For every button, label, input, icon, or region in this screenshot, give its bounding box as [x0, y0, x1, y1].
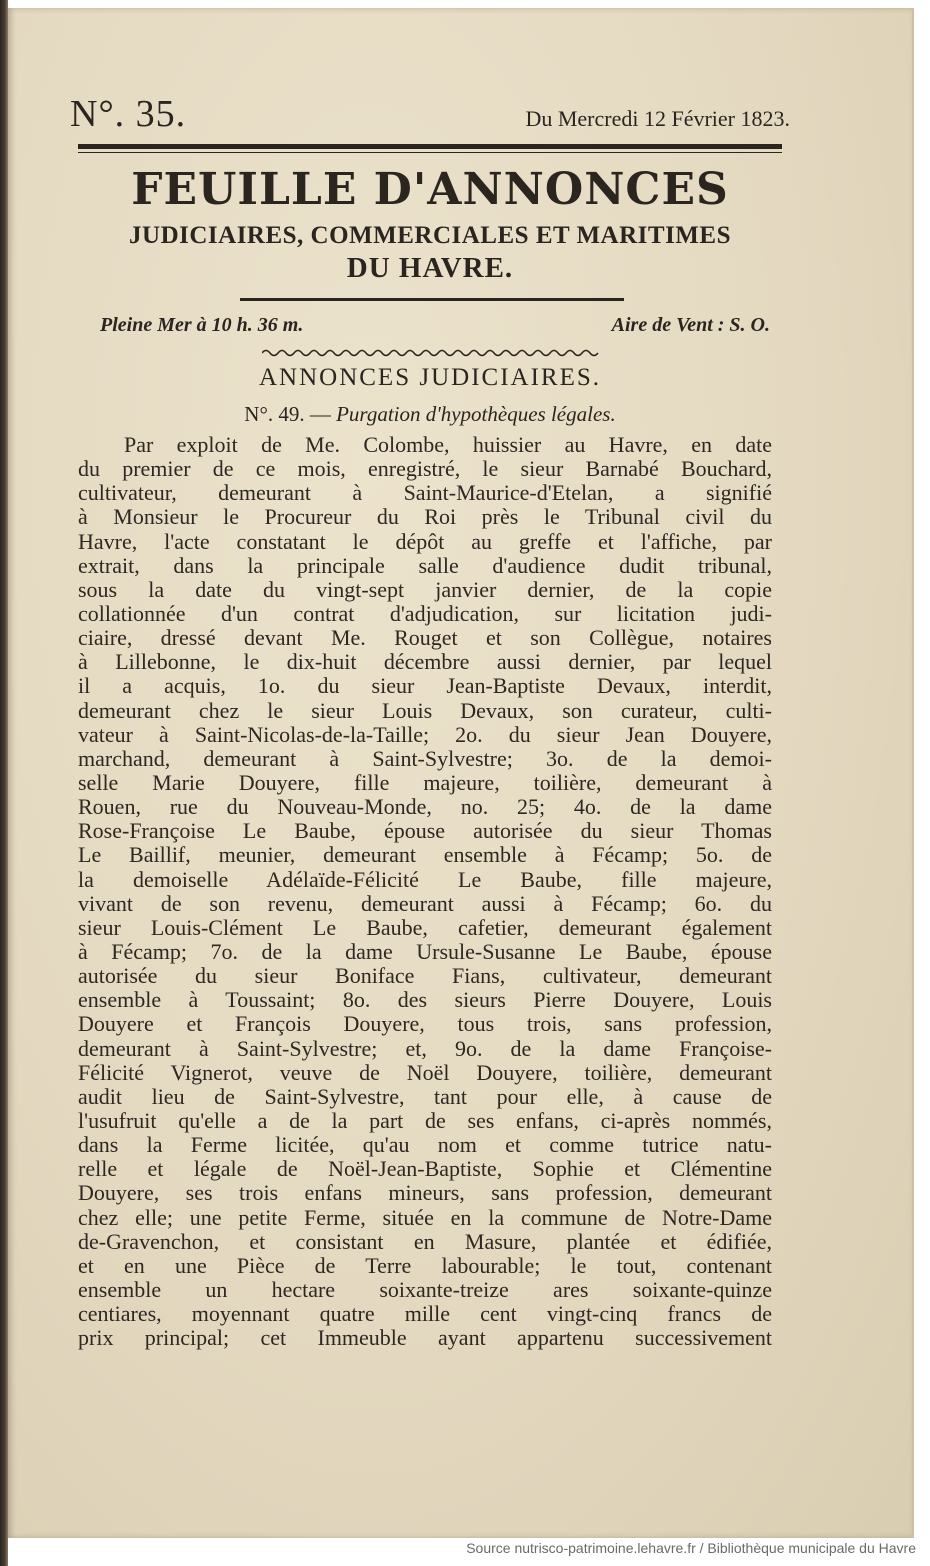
text-line: dans la Ferme licitée, qu'au nom et comme tutrice natu- [78, 1132, 772, 1158]
notice-heading [70, 402, 790, 427]
text-line: Douyere, ses trois enfans mineurs, sans profession, demeurant [78, 1180, 772, 1206]
text-line: demeurant à Saint-Sylvestre; et, 9o. de la dame Françoise- [78, 1035, 772, 1061]
text-line: Rose-Françoise Le Baube, épouse autorisée du sieur Thomas [78, 818, 772, 844]
issue-number: N°. 35. [70, 93, 187, 135]
text-line: à Monsieur le Procureur du Roi près le Tribunal civil du [78, 504, 772, 530]
newspaper-subtitle: JUDICIAIRES, COMMERCIALES ET MARITIMES [129, 222, 731, 249]
text-line: selle Marie Douyere, fille majeure, toilière, demeurant à [78, 769, 772, 795]
text-line: vivant de son revenu, demeurant aussi à Fécamp; 6o. du [78, 890, 772, 916]
tide-info [100, 314, 770, 337]
notice-subject: Purgation d'hypothèques légales. [336, 402, 616, 426]
text-line: prix principal; cet Immeuble ayant appartenu successivement [78, 1325, 772, 1351]
header-rule-thin [78, 152, 782, 153]
wavy-divider [262, 348, 602, 358]
text-line: ensemble un hectare soixante-treize ares soixante-quinze [78, 1276, 772, 1302]
newspaper-city: DU HAVRE. [346, 252, 514, 284]
text-line: Havre, l'acte constatant le dépôt au greffe et l'affiche, par [78, 528, 772, 554]
text-line: Rouen, rue du Nouveau-Monde, no. 25; 4o. de la dame [78, 794, 772, 820]
section-title: ANNONCES JUDICIAIRES. [258, 364, 601, 391]
text-line: Le Baillif, meunier, demeurant ensemble à Fécamp; 5o. de [78, 842, 772, 868]
text-line: Félicité Vignerot, veuve de Noël Douyere, toilière, demeurant [78, 1059, 772, 1085]
text-line: l'usufruit qu'elle a de la part de ses enfans, ci-après nommés, [78, 1107, 772, 1133]
notice-body [78, 433, 772, 1350]
high-tide: Pleine Mer à 10 h. 36 m. [100, 314, 304, 336]
text-line: Douyere et François Douyere, tous trois, sans profession, [78, 1011, 772, 1037]
masthead-header [70, 92, 790, 136]
text-line: Par exploit de Me. Colombe, huissier au Havre, en date [124, 432, 772, 457]
text-line: collationnée d'un contrat d'adjudication, sur licitation judi- [78, 600, 772, 626]
text-line: autorisée du sieur Boniface Fians, cultivateur, demeurant [78, 963, 772, 989]
text-line: cultivateur, demeurant à Saint-Maurice-d'Etelan, a signifié [78, 480, 772, 506]
text-line: extrait, dans la principale salle d'audience dudit tribunal, [78, 552, 772, 578]
text-line: à Fécamp; 7o. de la dame Ursule-Susanne Le Baube, épouse [78, 938, 772, 964]
text-line: vateur à Saint-Nicolas-de-la-Taille; 2o. du sieur Jean Douyere, [78, 721, 772, 747]
text-line: ciaire, dressé devant Me. Rouget et son Collègue, notaires [78, 625, 772, 651]
notice-number: N°. 49. — [244, 402, 331, 426]
text-line: relle et légale de Noël-Jean-Baptiste, Sophie et Clémentine [78, 1156, 772, 1182]
text-line: du premier de ce mois, enregistré, le sieur Barnabé Bouchard, [78, 456, 772, 482]
text-line: sous la date du vingt-sept janvier dernier, de la copie [78, 576, 772, 602]
issue-date: Du Mercredi 12 Février 1823. [525, 106, 790, 131]
text-line: il a acquis, 1o. du sieur Jean-Baptiste Devaux, interdit, [78, 673, 772, 699]
text-line: à Lillebonne, le dix-huit décembre aussi dernier, par lequel [78, 649, 772, 675]
text-line: sieur Louis-Clément Le Baube, cafetier, demeurant également [78, 914, 772, 940]
text-line: et en une Pièce de Terre labourable; le tout, contenant [78, 1252, 772, 1278]
header-rule-thick [78, 144, 782, 149]
text-line: la demoiselle Adélaïde-Félicité Le Baube, fille majeure, [78, 866, 772, 892]
wind-direction: Aire de Vent : S. O. [611, 314, 770, 336]
text-line: ensemble à Toussaint; 8o. des sieurs Pierre Douyere, Louis [78, 987, 772, 1013]
text-line: demeurant chez le sieur Louis Devaux, son curateur, culti- [78, 697, 772, 723]
book-binding [0, 0, 8, 1566]
title-rule [240, 298, 624, 301]
text-line: de-Gravenchon, et consistant en Masure, plantée et édifiée, [78, 1228, 772, 1254]
text-line: chez elle; une petite Ferme, située en la commune de Notre-Dame [78, 1204, 772, 1230]
text-line: marchand, demeurant à Saint-Sylvestre; 3o. de la demoi- [78, 745, 772, 771]
source-credit: Source nutrisco-patrimoine.lehavre.fr / Bibliothèque municipale du Havre [466, 1540, 916, 1556]
newspaper-title: FEUILLE D'ANNONCES [131, 164, 729, 215]
text-line: audit lieu de Saint-Sylvestre, tant pour elle, à cause de [78, 1083, 772, 1109]
text-line: centiares, moyennant quatre mille cent vingt-cinq francs de [78, 1301, 772, 1327]
